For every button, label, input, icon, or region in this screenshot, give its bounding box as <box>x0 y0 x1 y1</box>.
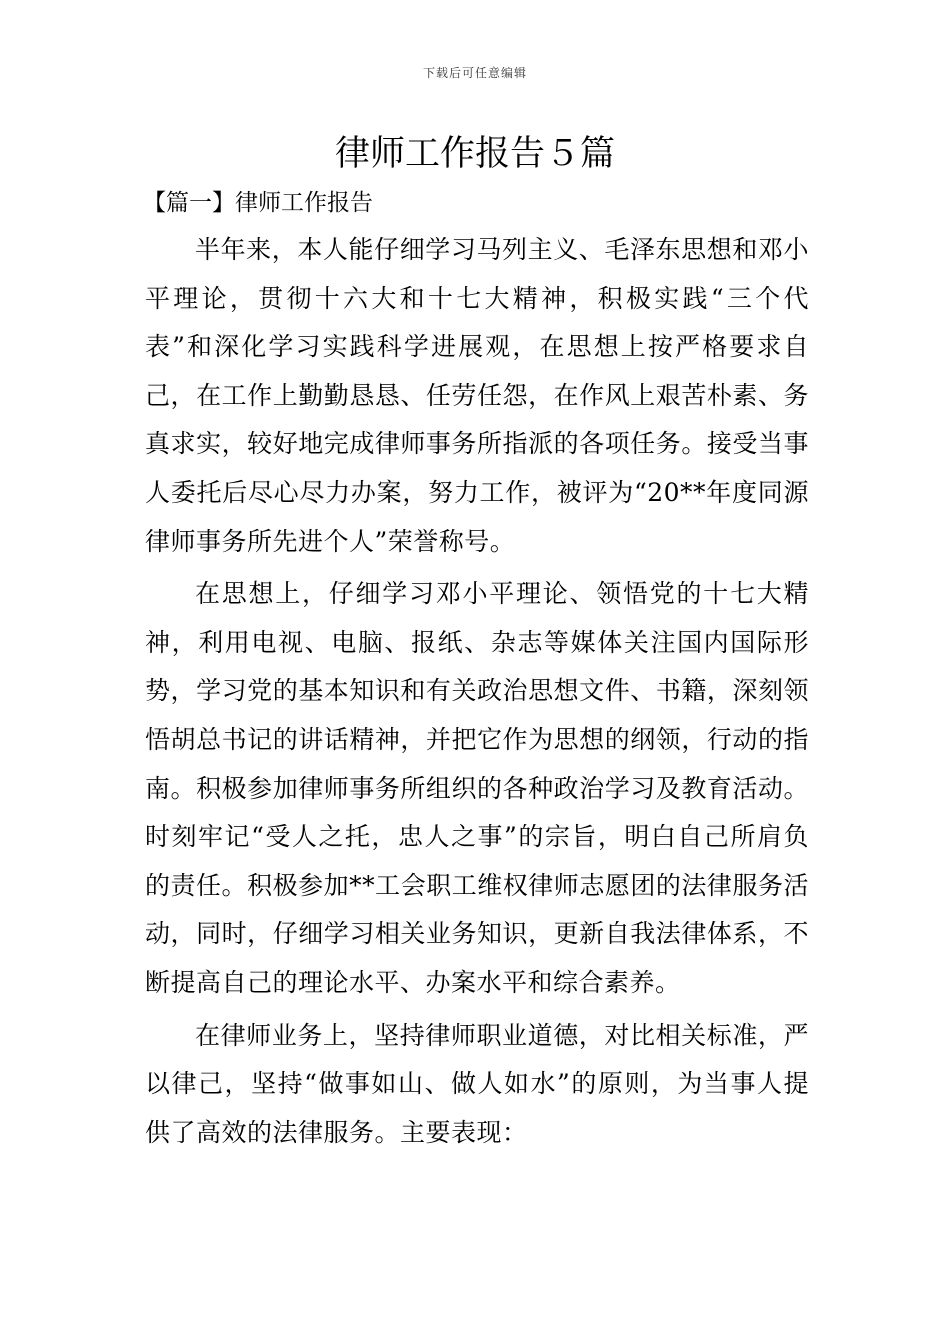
document-title: 律师工作报告５篇 <box>334 134 615 174</box>
paragraph: 半年来，本人能仔细学习马列主义、毛泽东思想和邓小平理论，贯彻十六大和十七大精神，积极实践“三个代表”和深化学习实践科学进展观，在思想上按严格要求自己，在工作上勤勤恳恳、任劳任怨，在作风上艰苦朴素、务真求实，较好地完成律师事务所指派的各项任务。接受当事人委托后尽心尽力办案，努力工作，被评为“20**年度同源律师事务所先进个人”荣誉称号。 <box>145 235 809 556</box>
paragraph: 在思想上，仔细学习邓小平理论、领悟党的十七大精神，利用电视、电脑、报纸、杂志等媒体关注国内国际形势，学习党的基本知识和有关政治思想文件、书籍，深刻领悟胡总书记的讲话精神，并把它作为思想的纲领，行动的指南。积极参加律师事务所组织的各种政治学习及教育活动。时刻牢记“受人之托，忠人之事”的宗旨，明白自己所肩负的责任。积极参加**工会职工维权律师志愿团的法律服务活动，同时，仔细学习相关业务知识，更新自我法律体系，不断提高自己的理论水平、办案水平和综合素养。 <box>145 579 809 997</box>
section-heading: 【篇一】律师工作报告 <box>143 190 373 216</box>
paragraph: 在律师业务上，坚持律师职业道德，对比相关标准，严以律己，坚持“做事如山、做人如水”的原则，为当事人提供了高效的法律服务。主要表现： <box>145 1020 809 1147</box>
body-text <box>145 226 809 1161</box>
header-note: 下载后可任意编辑 <box>422 66 527 80</box>
